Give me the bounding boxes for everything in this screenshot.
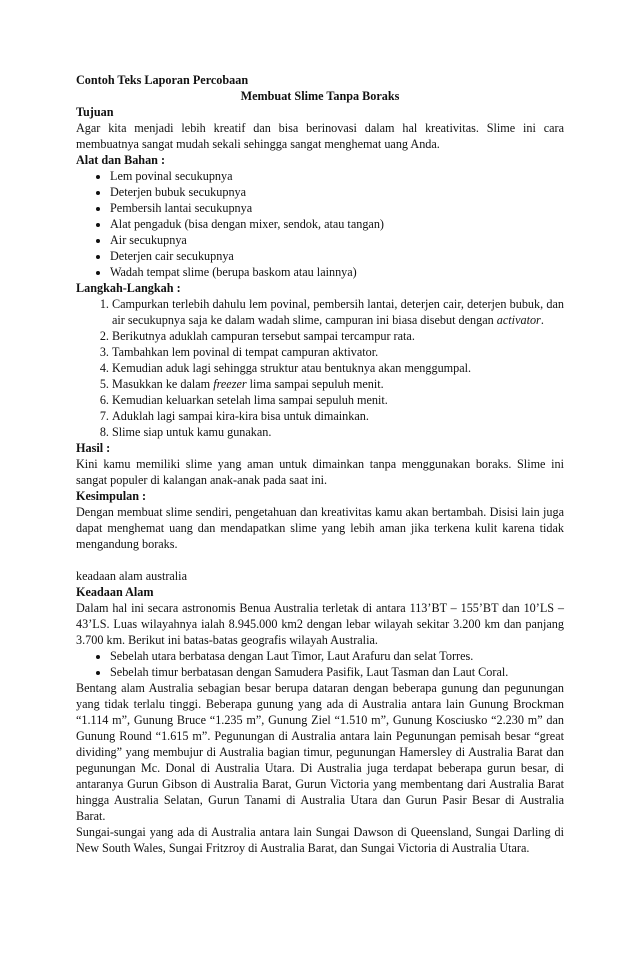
list-item: • Sebelah utara berbatasa dengan Laut Timor, Laut Arafuru dan selat Torres. [110,648,564,664]
topic-line: keadaan alam australia [76,569,187,583]
step-text: Campurkan terlebih dahulu lem povinal, pembersih lantai, deterjen cair, deterjen bubuk, dan air secukupnya saja ke dalam wadah slime, campuran ini biasa disebut dengan [112,297,564,327]
list-item: • Deterjen cair secukupnya [110,248,564,264]
list-item: • Air secukupnya [110,232,564,248]
langkah-list [76,296,564,440]
step-text: . [540,313,544,327]
list-item: • Pembersih lantai secukupnya [110,200,564,216]
list-item: • Sebelah timur berbatasan dengan Samudera Pasifik, Laut Tasman dan Laut Coral. [110,664,564,680]
step-item: 7. Aduklah lagi sampai kira-kira bisa untuk dimainkan. [112,408,564,424]
list-item: • Deterjen bubuk secukupnya [110,184,564,200]
section-heading-kesimpulan: Kesimpulan : [76,489,147,503]
step-term-activator: activator [496,313,541,327]
section-heading-keadaan-alam: Keadaan Alam [76,585,154,599]
kesimpulan-paragraph: Dengan membuat slime sendiri, pengetahuan dan kreativitas kamu akan bertambah. Disisi lain juga dapat menghemat uang dan mendapatkan slime yang lebih aman jika terkena kulit karena tidak mengandung boraks. [76,505,564,551]
step-item: 8. Slime siap untuk kamu gunakan. [112,424,564,440]
tujuan-paragraph: Agar kita menjadi lebih kreatif dan bisa berinovasi dalam hal kreativitas. Slime ini cara membuatnya sangat mudah sekali sehingga sangat menghemat uang Anda. [76,121,564,151]
section-heading-langkah: Langkah-Langkah : [76,281,181,295]
australia-intro-paragraph: Dalam hal ini secara astronomis Benua Australia terletak di antara 113’BT – 155’BT dan 10’LS – 43’LS. Luas wilayahnya ialah 8.945.000 km2 dengan lebar wilayah sekitar 3.200 km dan panjang 3.700 km. Berikut ini batas-batas geografis wilayah Australia. [76,601,564,647]
step-item: 4. Kemudian aduk lagi sehingga struktur atau bentuknya akan menggumpal. [112,360,564,376]
bentang-alam-paragraph: Bentang alam Australia sebagian besar berupa dataran dengan beberapa gunung dan pegunungan yang tidak terlalu tinggi. Beberapa gunung yang ada di Australia antara lain Gunung Brockman “1.114 m”, Gunung Bruce “1.235 m”, Gunung Ziel “1.510 m”, Gunung Kosciusko “2.230 m” dan Gunung Round “1.615 m”. Pegunungan di Australia antara lain Pegunungan pemisah besar “great dividing” yang membujur di Australia bagian timur, pegunungan Hamersley di Australia Barat dan pegunungan Mc. Donal di Australia Utara. Di Australia juga terdapat beberapa gurun besar, di antaranya Gurun Gibson di Australia Barat, Gurun Victoria yang membentang dari Australia Barat hingga Australia Selatan, Gurun Tanami di Australia Utara dan Gurun Pasir Besar di Australia Barat. [76,681,564,823]
section-heading-tujuan: Tujuan [76,105,114,119]
document-subtitle: Membuat Slime Tanpa Boraks [240,89,400,103]
sungai-paragraph: Sungai-sungai yang ada di Australia antara lain Sungai Dawson di Queensland, Sungai Darling di New South Wales, Sungai Fritzroy di Australia Barat, dan Sungai Victoria di Australia Utara. [76,825,564,855]
section-heading-hasil: Hasil : [76,441,111,455]
step-item [112,376,564,392]
step-text: Masukkan ke dalam [112,377,214,391]
hasil-paragraph: Kini kamu memiliki slime yang aman untuk dimainkan tanpa menggunakan boraks. Slime ini sangat populer di kalangan anak-anak pada saat ini. [76,457,564,487]
section-heading-alat-bahan: Alat dan Bahan : [76,153,166,167]
list-item: • Alat pengaduk (bisa dengan mixer, sendok, atau tangan) [110,216,564,232]
document-title: Contoh Teks Laporan Percobaan [76,73,249,87]
step-item [112,296,564,328]
list-item: • Wadah tempat slime (berupa baskom atau lainnya) [110,264,564,280]
section-spacer [76,552,564,568]
list-item: • Lem povinal secukupnya [110,168,564,184]
step-term-freezer: freezer [213,377,247,391]
border-list [76,648,564,680]
alat-bahan-list [76,168,564,280]
step-text: lima sampai sepuluh menit. [246,377,384,391]
document-page [76,72,564,856]
step-item: 3. Tambahkan lem povinal di tempat campuran aktivator. [112,344,564,360]
step-item: 2. Berikutnya aduklah campuran tersebut sampai tercampur rata. [112,328,564,344]
step-item: 6. Kemudian keluarkan setelah lima sampai sepuluh menit. [112,392,564,408]
